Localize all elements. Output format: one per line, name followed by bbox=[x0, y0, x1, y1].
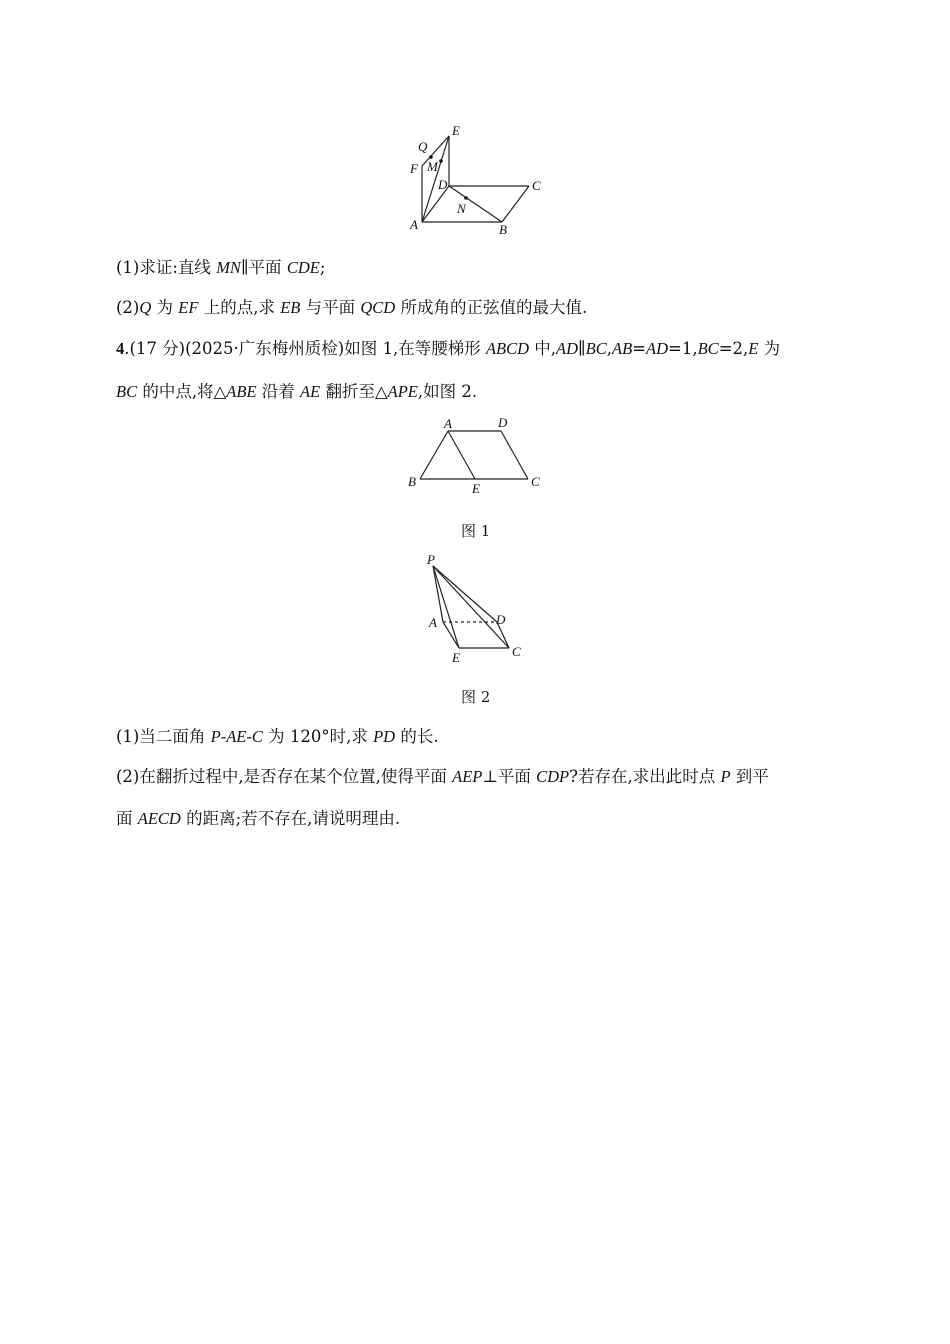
label-D: D bbox=[438, 177, 448, 192]
text: ⊥平面 bbox=[482, 767, 537, 786]
math-var: AE bbox=[300, 382, 321, 401]
label-M: M bbox=[427, 159, 438, 174]
figure-2-caption: 图 2 bbox=[461, 688, 491, 706]
label-B: B bbox=[499, 222, 507, 237]
text: 为 120°时,求 bbox=[262, 727, 374, 746]
math-var: AB bbox=[612, 339, 633, 358]
label-P: P bbox=[427, 552, 435, 567]
label-C: C bbox=[532, 178, 541, 193]
text: , bbox=[606, 339, 613, 358]
math-var: MN bbox=[216, 258, 241, 277]
figure-solid bbox=[400, 120, 560, 240]
text: (1)当二面角 bbox=[116, 727, 211, 746]
math-var: E bbox=[748, 339, 759, 358]
text: 面 bbox=[116, 809, 138, 828]
label-F: F bbox=[410, 161, 418, 176]
math-var: BC bbox=[585, 339, 607, 358]
math-var: AD bbox=[646, 339, 669, 358]
text: (1)求证:直线 bbox=[116, 258, 217, 277]
math-var: AECD bbox=[137, 809, 181, 828]
question-number: 4 bbox=[116, 339, 125, 358]
math-var: P-AE-C bbox=[210, 727, 263, 746]
text: 上的点,求 bbox=[198, 298, 281, 317]
math-var: PD bbox=[373, 727, 396, 746]
text: ; bbox=[319, 258, 326, 277]
text: =1, bbox=[668, 339, 698, 358]
math-var: ABE bbox=[226, 382, 257, 401]
figure-2-svg bbox=[420, 550, 540, 670]
text: ∥ bbox=[578, 339, 586, 358]
text: 为 bbox=[151, 298, 179, 317]
q3-part1 bbox=[116, 257, 325, 279]
text: 的长. bbox=[395, 727, 439, 746]
q4-part1 bbox=[116, 726, 439, 748]
text: ,如图 2. bbox=[417, 382, 478, 401]
math-var: ABCD bbox=[485, 339, 530, 358]
label-N: N bbox=[457, 201, 466, 216]
label-Q: Q bbox=[418, 139, 428, 154]
text: 沿着 bbox=[256, 382, 301, 401]
text: 中, bbox=[529, 339, 557, 358]
label-A: A bbox=[410, 217, 418, 232]
label-B: B bbox=[408, 474, 416, 489]
math-var: BC bbox=[116, 382, 138, 401]
text: ?若存在,求出此时点 bbox=[569, 767, 721, 786]
label-E: E bbox=[452, 123, 460, 138]
math-var: AEP bbox=[452, 767, 483, 786]
label-C: C bbox=[531, 474, 540, 489]
q4-part2-line2 bbox=[116, 808, 400, 830]
text: ∥平面 bbox=[240, 258, 287, 277]
math-var: CDE bbox=[286, 258, 320, 277]
text: 的中点,将△ bbox=[137, 382, 227, 401]
math-var: EB bbox=[280, 298, 301, 317]
label-E: E bbox=[472, 481, 480, 496]
label-A: A bbox=[444, 416, 452, 431]
q3-part2 bbox=[116, 297, 587, 319]
text: (2) bbox=[116, 298, 140, 317]
figure-1-trapezoid bbox=[400, 412, 550, 497]
text: =2, bbox=[718, 339, 749, 358]
text: = bbox=[632, 339, 647, 358]
math-var: P bbox=[720, 767, 731, 786]
text: 到平 bbox=[730, 767, 769, 786]
q4-part2-line1 bbox=[116, 766, 769, 788]
text: .(17 分)(2025·广东梅州质检)如图 1,在等腰梯形 bbox=[124, 339, 486, 358]
figure-1-caption: 图 1 bbox=[461, 522, 491, 540]
math-var: QCD bbox=[360, 298, 396, 317]
figure-solid-svg bbox=[400, 120, 560, 240]
math-var: APE bbox=[387, 382, 418, 401]
label-C: C bbox=[512, 644, 521, 659]
text: 所成角的正弦值的最大值. bbox=[395, 298, 588, 317]
figure-1-svg bbox=[400, 412, 550, 497]
text: 翻折至△ bbox=[320, 382, 388, 401]
label-E: E bbox=[452, 650, 460, 665]
figure-2-pyramid bbox=[420, 550, 540, 670]
q4-line2 bbox=[116, 381, 477, 403]
text: 的距离;若不存在,请说明理由. bbox=[180, 809, 401, 828]
math-var: AD bbox=[556, 339, 579, 358]
math-var: CDP bbox=[536, 767, 570, 786]
q4-line1 bbox=[116, 338, 780, 360]
label-D: D bbox=[496, 612, 506, 627]
label-D: D bbox=[498, 415, 508, 430]
math-var: Q bbox=[139, 298, 152, 317]
math-var: EF bbox=[178, 298, 199, 317]
text: (2)在翻折过程中,是否存在某个位置,使得平面 bbox=[116, 767, 453, 786]
text: 与平面 bbox=[300, 298, 361, 317]
math-var: BC bbox=[697, 339, 719, 358]
label-A: A bbox=[429, 615, 437, 630]
text: 为 bbox=[758, 339, 781, 358]
